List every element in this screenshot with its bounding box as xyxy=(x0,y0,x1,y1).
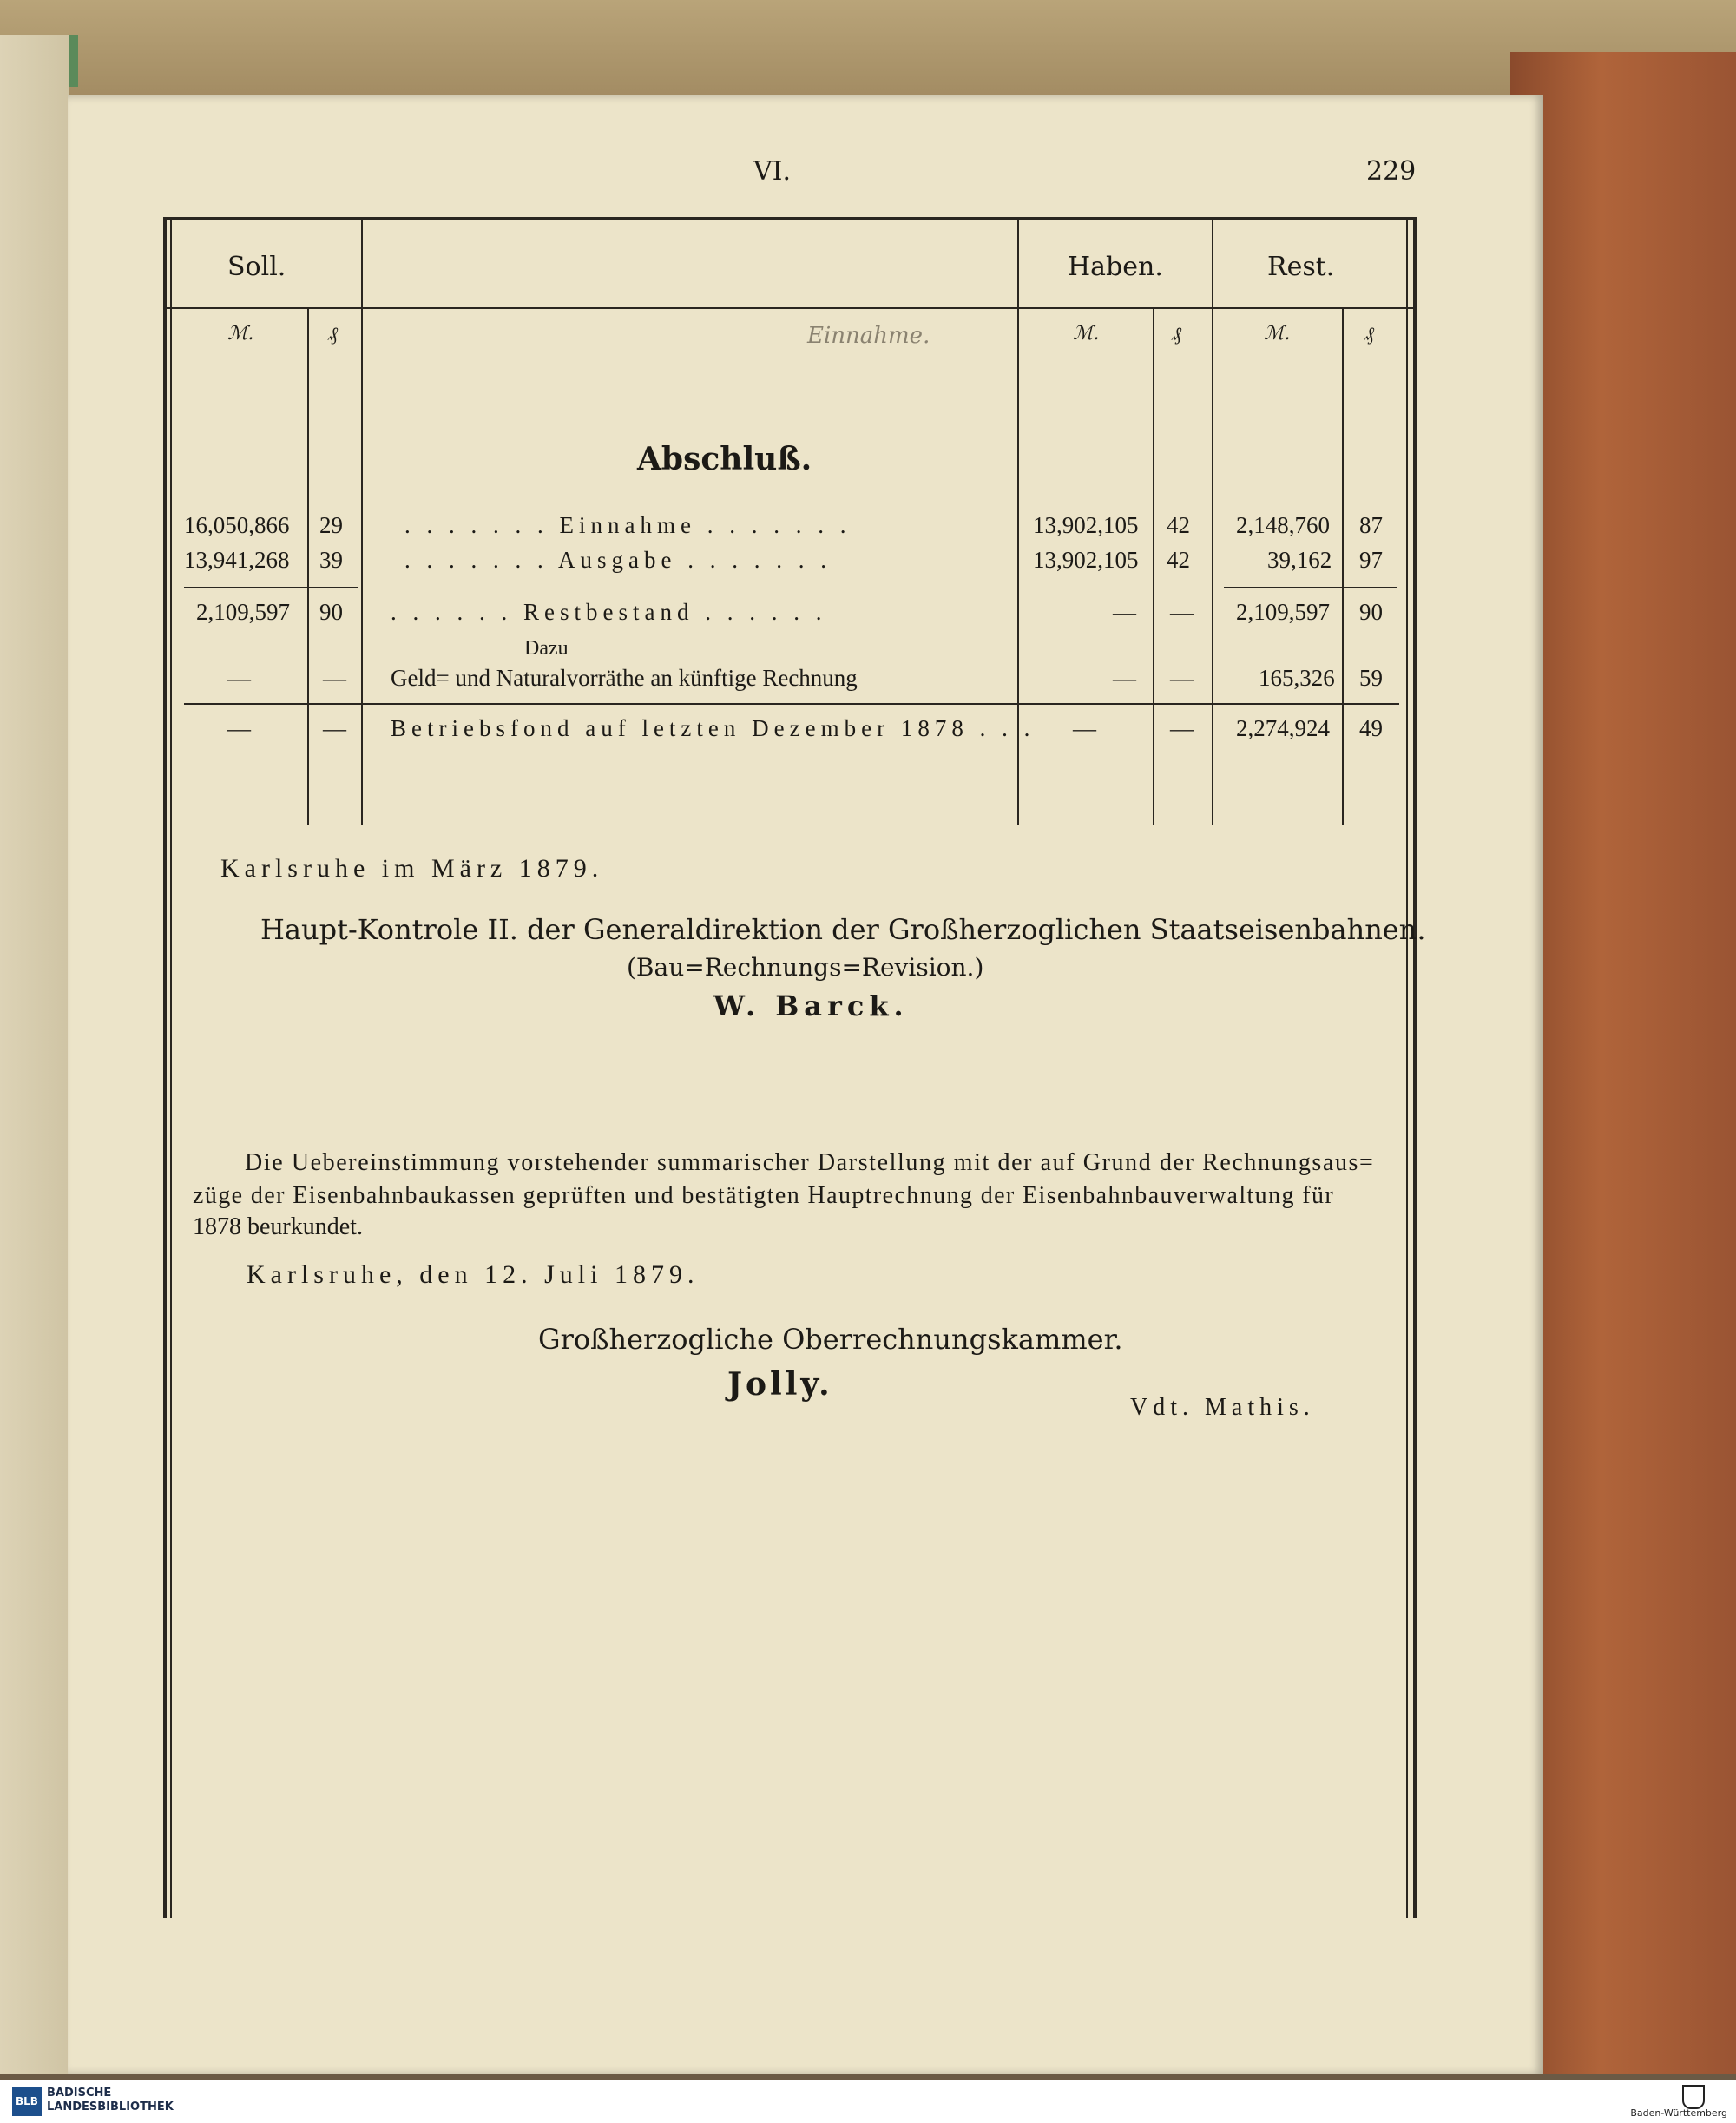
soll-pf: 39 xyxy=(319,547,343,573)
page-number: 229 xyxy=(1366,156,1417,187)
footer-bar xyxy=(0,2080,1736,2123)
unit-pf-haben: ₰ xyxy=(1172,324,1181,345)
rest-pf: 97 xyxy=(1359,547,1383,573)
unit-mark-soll: ℳ. xyxy=(227,323,254,345)
issuing-office: Haupt-Kontrole II. der Generaldirektion der Großherzoglichen Staatseisenbahnen. xyxy=(260,913,1426,946)
rest-pf: 49 xyxy=(1359,715,1383,741)
rest-pf: 87 xyxy=(1359,512,1383,538)
place-date: Karlsruhe im März 1879. xyxy=(220,854,604,883)
rest-mark: 2,148,760 xyxy=(1236,512,1330,538)
rest-pf: 59 xyxy=(1359,665,1383,691)
soll-pf: — xyxy=(323,665,346,691)
issuing-office: Großherzogliche Oberrechnungskammer. xyxy=(538,1323,1123,1356)
soll-pf: — xyxy=(323,715,346,741)
haben-mark: — xyxy=(1073,715,1096,741)
rest-mark: 2,274,924 xyxy=(1236,715,1330,741)
haben-pf: — xyxy=(1170,665,1194,691)
table-header-rule xyxy=(163,307,1417,309)
book-spine xyxy=(0,0,1736,95)
col-divider-rest xyxy=(1212,217,1213,825)
place-date: Karlsruhe, den 12. Juli 1879. xyxy=(247,1260,700,1289)
col-divider-soll-pf xyxy=(307,307,309,825)
col-header-einnahme: Einnahme. xyxy=(807,323,930,349)
col-header-rest: Rest. xyxy=(1267,252,1335,282)
haben-pf: 42 xyxy=(1167,512,1190,538)
haben-pf: — xyxy=(1170,715,1194,741)
facing-page xyxy=(0,35,69,2074)
col-divider-soll xyxy=(361,217,363,825)
library-name-line: BADISCHE xyxy=(47,2087,112,2100)
certification-line: züge der Eisenbahnbaukassen geprüften und bestätigten Hauptrechnung der Eisenbahnbauverwaltung für xyxy=(193,1182,1335,1209)
table-title: Abschluß. xyxy=(637,441,812,477)
haben-mark: 13,902,105 xyxy=(1033,512,1139,538)
countersignature: Vdt. Mathis. xyxy=(1130,1394,1315,1421)
soll-pf: 29 xyxy=(319,512,343,538)
row-label: Geld= und Naturalvorräthe an künftige Rechnung xyxy=(391,665,858,691)
signatory: Jolly. xyxy=(727,1366,833,1403)
col-header-haben: Haben. xyxy=(1068,252,1163,282)
row-label-prefix: Dazu xyxy=(524,637,569,660)
library-name-line: LANDESBIBLIOTHEK xyxy=(47,2100,174,2113)
table-left-border xyxy=(163,217,167,1918)
library-logo[interactable]: BLB xyxy=(12,2087,42,2116)
department: (Bau=Rechnungs=Revision.) xyxy=(627,953,984,982)
rest-mark: 165,326 xyxy=(1259,665,1335,691)
haben-pf: — xyxy=(1170,599,1194,625)
rest-mark: 2,109,597 xyxy=(1236,599,1330,625)
total-rule xyxy=(184,703,1399,705)
region-label: Baden-Württemberg xyxy=(1630,2107,1727,2119)
subtotal-rule-soll xyxy=(184,587,358,588)
table-right-border xyxy=(1413,217,1417,1918)
haben-mark: 13,902,105 xyxy=(1033,547,1139,573)
document-page xyxy=(68,95,1543,2074)
unit-mark-rest: ℳ. xyxy=(1264,323,1291,345)
coat-of-arms-icon xyxy=(1682,2085,1705,2109)
haben-mark: — xyxy=(1113,665,1136,691)
signatory: W. Barck. xyxy=(713,989,909,1022)
row-label: Betriebsfond auf letzten Dezember 1878 . . . xyxy=(391,715,1036,741)
table-top-rule xyxy=(163,217,1417,220)
unit-mark-haben: ℳ. xyxy=(1073,323,1100,345)
library-name[interactable] xyxy=(47,2087,174,2114)
col-divider-haben-pf xyxy=(1153,307,1154,825)
certification-line: Die Uebereinstimmung vorstehender summarischer Darstellung mit der auf Grund der Rechnungsaus= xyxy=(245,1149,1375,1176)
table-left-border-inner xyxy=(170,217,172,1918)
book-cover xyxy=(1510,52,1736,2074)
col-header-soll: Soll. xyxy=(227,252,286,282)
soll-pf: 90 xyxy=(319,599,343,625)
unit-pf-rest: ₰ xyxy=(1364,324,1374,345)
table-right-border-inner xyxy=(1406,217,1408,1918)
certification-line: 1878 beurkundet. xyxy=(193,1213,363,1240)
soll-mark: 13,941,268 xyxy=(184,547,290,573)
rest-pf: 90 xyxy=(1359,599,1383,625)
row-label: . . . . . . . Ausgabe . . . . . . . xyxy=(404,547,832,573)
soll-mark: 16,050,866 xyxy=(184,512,290,538)
row-label: . . . . . . . Einnahme . . . . . . . xyxy=(404,512,852,538)
soll-mark: — xyxy=(227,715,251,741)
soll-mark: — xyxy=(227,665,251,691)
rest-mark: 39,162 xyxy=(1267,547,1332,573)
soll-mark: 2,109,597 xyxy=(196,599,290,625)
row-label: . . . . . . Restbestand . . . . . . xyxy=(391,599,827,625)
haben-pf: 42 xyxy=(1167,547,1190,573)
haben-mark: — xyxy=(1113,599,1136,625)
section-number: VI. xyxy=(753,156,792,187)
subtotal-rule-rest xyxy=(1224,587,1397,588)
unit-pf-soll: ₰ xyxy=(328,324,338,345)
col-divider-rest-pf xyxy=(1342,307,1344,825)
